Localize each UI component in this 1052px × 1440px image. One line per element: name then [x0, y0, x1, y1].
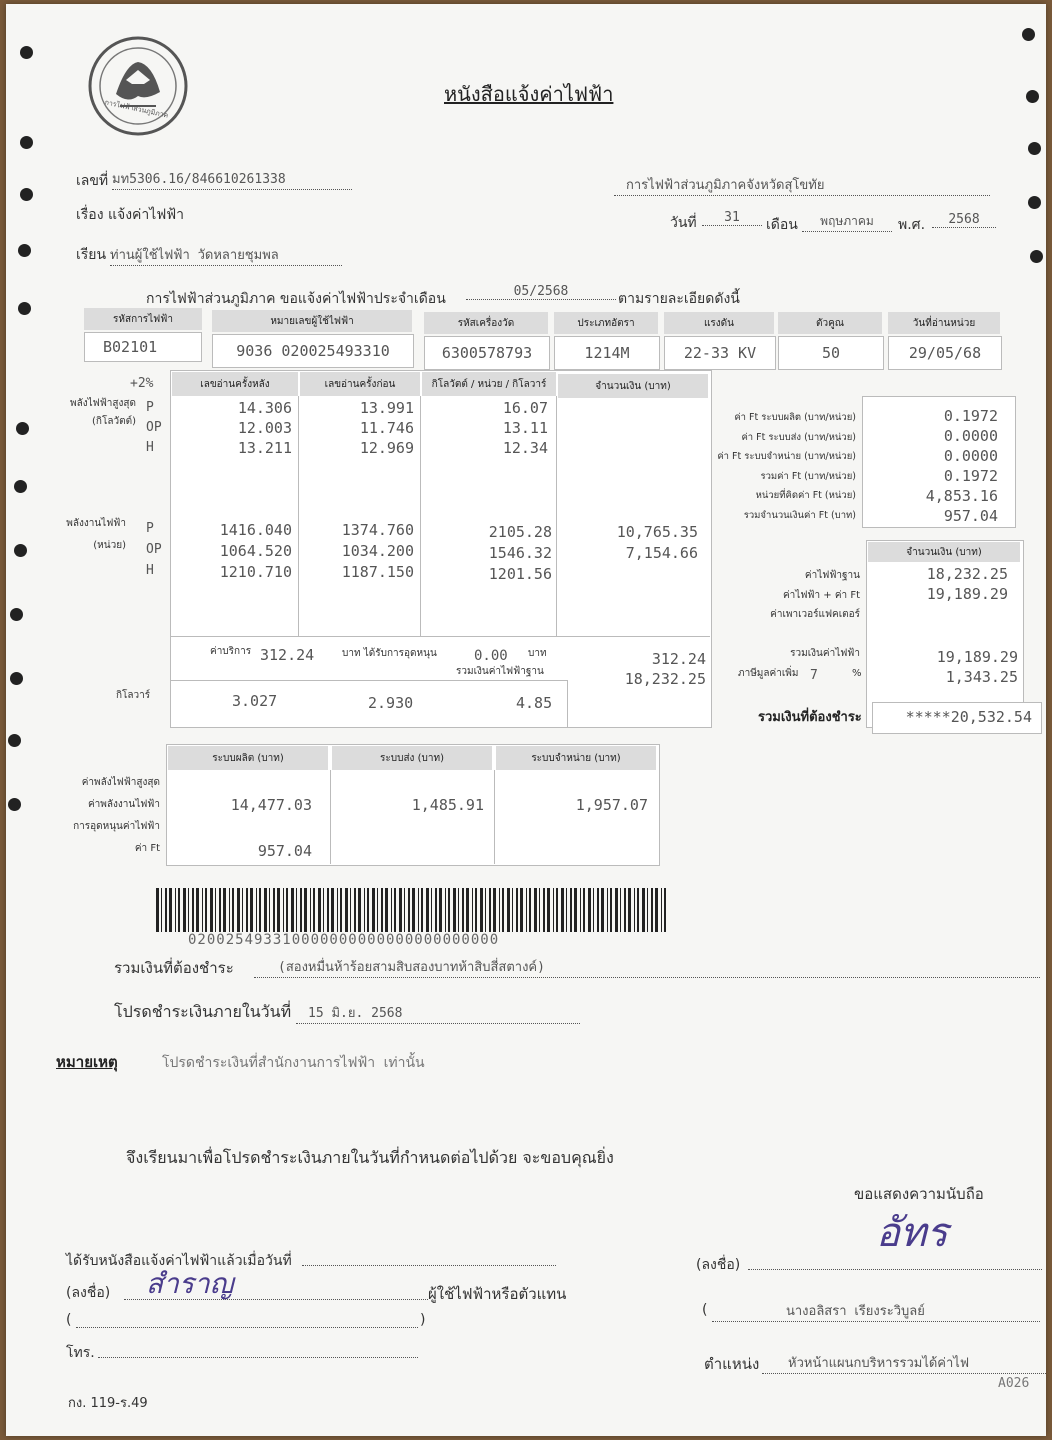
barcode-bar: [183, 888, 186, 932]
barcode-bar: [439, 888, 442, 932]
info-value: 9036 020025493310: [212, 334, 414, 368]
barcode-bar: [634, 888, 635, 932]
barcode-bar: [651, 888, 653, 932]
info-header: รหัสการไฟฟ้า: [84, 308, 202, 330]
barcode-bar: [466, 888, 469, 932]
perforation-hole: [20, 136, 33, 149]
barcode-bar: [273, 888, 275, 932]
col-divider: [556, 396, 557, 636]
summary-labels: ค่าไฟฟ้าฐาน ค่าไฟฟ้า + ค่า Ft ค่าเพาเวอร์แฟคเตอร์: [770, 570, 860, 620]
info-header: ตัวคูณ: [778, 312, 882, 334]
note-text: โปรดชำระเงินที่สำนักงานการไฟฟ้า เท่านั้น: [162, 1055, 425, 1071]
barcode-bar: [566, 888, 567, 932]
barcode-bar: [561, 888, 564, 932]
date-label: วันที่: [670, 215, 697, 231]
barcode-bar: [300, 888, 302, 932]
barcode-bar: [156, 888, 159, 932]
discount-value: 0.00: [474, 648, 508, 664]
barcode-bar: [269, 888, 270, 932]
barcode-bar: [516, 888, 518, 932]
perforation-hole: [18, 244, 31, 257]
tel-label: โทร.: [66, 1345, 95, 1361]
note-label: หมายเหตุ: [56, 1053, 118, 1071]
info-value: 6300578793: [424, 336, 550, 370]
energy-previous: 1374.760 1034.200 1187.150: [341, 521, 414, 581]
subject: เรื่อง แจ้งค่าไฟฟ้า: [76, 207, 185, 223]
doc-no-value: มท5306.16/846610261338: [112, 168, 352, 190]
barcode-bar: [512, 888, 513, 932]
info-header: วันที่อ่านหน่วย: [888, 312, 1000, 334]
date-year: 2568: [932, 212, 996, 228]
kvar-units: 4.85: [516, 694, 553, 712]
officer-name: นางอลิสรา เรียงระวิบูลย์: [712, 1300, 1040, 1322]
demand-unit-label: (กิโลวัตต์): [92, 416, 136, 427]
info-value: B02101: [84, 332, 202, 362]
ref-code: A026: [998, 1376, 1030, 1391]
barcode-bar: [354, 888, 356, 932]
vat-percent: %: [852, 668, 862, 679]
energy-unit-label: (หน่วย): [93, 540, 126, 551]
amount-words-label: รวมเงินที่ต้องชำระ: [114, 959, 234, 977]
barcode-bar: [223, 888, 226, 932]
barcode-bar: [620, 888, 621, 932]
to-label: เรียน: [76, 247, 107, 263]
barcode-bar: [458, 888, 459, 932]
amount-words: (สองหมื่นห้าร้อยสามสิบสองบาทห้าสิบสี่สตางค์): [254, 956, 1040, 978]
pea-logo: [86, 34, 190, 138]
period-label: P OP H: [146, 521, 162, 578]
barcode-bar: [192, 888, 194, 932]
perforation-hole: [8, 798, 21, 811]
customer-role: ผู้ใช้ไฟฟ้าหรือตัวแทน: [428, 1285, 567, 1303]
officer-signature: อัทร: [876, 1210, 948, 1256]
barcode-bar: [448, 888, 450, 932]
barcode-bar: [607, 888, 608, 932]
intro-prefix: การไฟฟ้าส่วนภูมิภาค ขอแจ้งค่าไฟฟ้าประจำเดือน: [146, 291, 446, 307]
barcode-bar: [367, 888, 369, 932]
info-header: ประเภทอัตรา: [554, 312, 658, 334]
barcode-bar: [543, 888, 545, 932]
barcode-bar: [264, 888, 267, 932]
barcode-bar: [399, 888, 402, 932]
barcode-bar: [601, 888, 604, 932]
barcode-bar: [250, 888, 253, 932]
bill-sheet: [6, 4, 1046, 1436]
barcode-bar: [418, 888, 419, 932]
regards-text: ขอแสดงความนับถือ: [854, 1185, 984, 1203]
energy-units: 2105.28 1546.32 1201.56: [488, 523, 552, 583]
barcode-bar: [358, 888, 361, 932]
barcode-bar: [547, 888, 550, 932]
barcode-bar: [661, 888, 662, 932]
breakdown-header: ระบบจำหน่าย (บาท): [496, 746, 656, 770]
demand-units: 16.07 13.11 12.34: [502, 399, 548, 457]
barcode-bar: [462, 888, 464, 932]
barcode-bar: [642, 888, 645, 932]
barcode-bar: [188, 888, 189, 932]
customer-name-open: (: [66, 1312, 72, 1328]
col-divider: [494, 770, 495, 864]
barcode-bar: [408, 888, 410, 932]
barcode-bar: [534, 888, 537, 932]
position-value: หัวหน้าแผนกบริหารรวมได้ค่าไฟ: [762, 1352, 1046, 1374]
to-value: ท่านผู้ใช้ไฟฟ้า วัดหลายชุมพล: [110, 244, 342, 266]
barcode-bar: [259, 888, 261, 932]
vat-value: 1,343.25: [945, 668, 1018, 686]
barcode-bar: [345, 888, 348, 932]
perforation-hole: [8, 734, 21, 747]
grand-total-label: รวมเงินที่ต้องชำระ: [758, 710, 862, 725]
barcode-bar: [350, 888, 351, 932]
due-date-value: 15 มิ.ย. 2568: [296, 1002, 580, 1024]
barcode-bar: [381, 888, 383, 932]
year-label: พ.ศ.: [898, 217, 926, 233]
barcode-bar: [242, 888, 243, 932]
barcode-bar: [327, 888, 329, 932]
service-amount: 312.24: [651, 650, 706, 668]
barcode-bar: [296, 888, 297, 932]
breakdown-distribution: 1,957.07: [575, 796, 648, 814]
customer-signature: สำราญ: [146, 1267, 234, 1300]
barcode-bar: [331, 888, 334, 932]
barcode-bar: [318, 888, 321, 932]
barcode-bar: [526, 888, 527, 932]
info-value: 22-33 KV: [664, 336, 776, 370]
energy-amounts: 10,765.35 7,154.66: [616, 523, 698, 562]
demand-label: พลังไฟฟ้าสูงสุด: [70, 398, 136, 409]
info-header: แรงดัน: [664, 312, 774, 334]
doc-no-label: เลขที่: [76, 173, 109, 189]
barcode-bar: [539, 888, 540, 932]
grand-total-value: *****20,532.54: [905, 708, 1032, 726]
col-divider: [330, 770, 331, 864]
barcode-bar: [337, 888, 338, 932]
barcode-bar: [421, 888, 423, 932]
barcode-bar: [431, 888, 432, 932]
barcode-bar: [310, 888, 311, 932]
barcode-bar: [507, 888, 510, 932]
row-divider: [170, 636, 710, 637]
intro-suffix: ตามรายละเอียดดังนี้: [618, 291, 740, 307]
barcode-bar: [556, 888, 558, 932]
barcode-bar: [391, 888, 392, 932]
breakdown-transmission: 1,485.91: [411, 796, 484, 814]
barcode-bar: [597, 888, 599, 932]
barcode-bar: [610, 888, 612, 932]
barcode-bar: [426, 888, 429, 932]
barcode: [152, 888, 672, 932]
kvar-current: 3.027: [232, 692, 278, 710]
breakdown-ft: 957.04: [257, 842, 312, 860]
perforation-hole: [10, 608, 23, 621]
form-code: กง. 119-ร.49: [68, 1396, 148, 1411]
barcode-bar: [502, 888, 504, 932]
demand-previous: 13.991 11.746 12.969: [359, 399, 414, 457]
barcode-bar: [165, 888, 167, 932]
barcode-bar: [647, 888, 648, 932]
barcode-bar: [313, 888, 315, 932]
info-header: รหัสเครื่องวัด: [424, 312, 548, 334]
ft-labels: ค่า Ft ระบบผลิต (บาท/หน่วย) ค่า Ft ระบบส่ง (บาท/หน่วย) ค่า Ft ระบบจำหน่าย (บาท/หน่วย) รวมค่า Ft (บาท/หน่วย) หน่วยที่คิดค่า Ft (หน่วย) รวมจำนวนเงินค่า Ft (บาท): [717, 412, 856, 521]
logo-text: การไฟฟ้าส่วนภูมิภาค: [103, 98, 169, 120]
barcode-bar: [499, 888, 500, 932]
barcode-bar: [169, 888, 172, 932]
col-divider: [420, 396, 421, 636]
perforation-hole: [1030, 250, 1043, 263]
barcode-bar: [588, 888, 591, 932]
barcode-bar: [637, 888, 639, 932]
barcode-bar: [628, 888, 631, 932]
barcode-bar: [655, 888, 658, 932]
breakdown-header: ระบบผลิต (บาท): [168, 746, 328, 770]
meter-header: เลขอ่านครั้งหลัง: [172, 372, 298, 396]
barcode-bar: [472, 888, 473, 932]
customer-sign-label: (ลงชื่อ): [66, 1285, 111, 1301]
barcode-bar: [624, 888, 626, 932]
tel-line: [98, 1356, 418, 1358]
perforation-hole: [14, 544, 27, 557]
officer-sign-label: (ลงชื่อ): [696, 1257, 741, 1273]
barcode-bar: [574, 888, 577, 932]
base-total: 18,232.25: [624, 670, 706, 688]
barcode-bar: [161, 888, 162, 932]
barcode-bar: [196, 888, 199, 932]
meter-header: เลขอ่านครั้งก่อน: [300, 372, 420, 396]
service-value: 312.24: [260, 646, 315, 664]
officer-sign-line: [748, 1268, 1042, 1270]
due-date-label: โปรดชำระเงินภายในวันที่: [114, 1002, 292, 1021]
barcode-bar: [489, 888, 491, 932]
date-day: 31: [702, 210, 762, 226]
info-value: 50: [778, 336, 884, 370]
month-label: เดือน: [766, 217, 798, 233]
breakdown-header: ระบบส่ง (บาท): [332, 746, 492, 770]
barcode-bar: [205, 888, 207, 932]
perforation-hole: [20, 188, 33, 201]
barcode-bar: [372, 888, 375, 932]
closing-text: จึงเรียนมาเพื่อโปรดชำระเงินภายในวันที่กำหนดต่อไปด้วย จะขอบคุณยิ่ง: [126, 1148, 614, 1167]
barcode-bar: [520, 888, 523, 932]
perforation-hole: [1026, 90, 1039, 103]
barcode-bar: [570, 888, 572, 932]
perforation-hole: [16, 422, 29, 435]
barcode-bar: [553, 888, 554, 932]
info-header: หมายเลขผู้ใช้ไฟฟ้า: [212, 310, 412, 332]
base-total-label: รวมเงินค่าไฟฟ้าฐาน: [456, 666, 544, 677]
barcode-bar: [485, 888, 486, 932]
barcode-bar: [229, 888, 230, 932]
barcode-bar: [286, 888, 288, 932]
barcode-bar: [615, 888, 618, 932]
meter-header: กิโลวัตต์ / หน่วย / กิโลวาร์: [422, 372, 556, 396]
barcode-bar: [377, 888, 378, 932]
barcode-bar: [291, 888, 294, 932]
kvar-label: กิโลวาร์: [116, 690, 151, 701]
barcode-bar: [175, 888, 176, 932]
barcode-bar: [580, 888, 581, 932]
barcode-bar: [493, 888, 496, 932]
period-label: P OP H: [146, 400, 162, 455]
summary-values: 18,232.25 19,189.29: [926, 565, 1008, 603]
breakdown-row-labels: ค่าพลังไฟฟ้าสูงสุด ค่าพลังงานไฟฟ้า การอุดหนุนค่าไฟฟ้า ค่า Ft: [73, 777, 160, 854]
perforation-hole: [10, 672, 23, 685]
barcode-bar: [256, 888, 257, 932]
vat-label: ภาษีมูลค่าเพิ่ม: [738, 668, 799, 679]
perforation-hole: [18, 302, 31, 315]
org-name: การไฟฟ้าส่วนภูมิภาคจังหวัดสุโขทัย: [614, 174, 990, 196]
meter-header: จำนวนเงิน (บาท): [558, 374, 708, 398]
kvar-previous: 2.930: [368, 694, 414, 712]
received-date-line: [302, 1264, 556, 1266]
customer-name-close: ): [420, 1312, 426, 1328]
barcode-bar: [394, 888, 396, 932]
barcode-bar: [215, 888, 216, 932]
barcode-text: 020025493310000000000000000000000: [188, 932, 500, 948]
customer-name-line: [76, 1326, 418, 1328]
barcode-bar: [529, 888, 531, 932]
barcode-bar: [232, 888, 234, 932]
info-value: 1214M: [554, 336, 660, 370]
total-value: 19,189.29: [936, 648, 1018, 666]
page-title: หนังสือแจ้งค่าไฟฟ้า: [444, 82, 614, 106]
barcode-bar: [246, 888, 248, 932]
ft-values: 0.1972 0.0000 0.0000 0.1972 4,853.16 957.04: [925, 407, 998, 525]
received-label: ได้รับหนังสือแจ้งค่าไฟฟ้าแล้วเมื่อวันที่: [66, 1253, 292, 1269]
demand-current: 14.306 12.003 13.211: [237, 399, 292, 457]
barcode-bar: [404, 888, 405, 932]
barcode-bar: [445, 888, 446, 932]
barcode-bar: [664, 888, 666, 932]
intro-month: 05/2568: [466, 284, 616, 300]
officer-name-open: (: [702, 1302, 708, 1318]
info-value: 29/05/68: [888, 336, 1002, 370]
service-label: ค่าบริการ: [210, 646, 252, 657]
perforation-hole: [14, 480, 27, 493]
barcode-bar: [475, 888, 477, 932]
perforation-hole: [1022, 28, 1035, 41]
barcode-bar: [277, 888, 280, 932]
barcode-bar: [283, 888, 284, 932]
breakdown-generation: 14,477.03: [230, 796, 312, 814]
barcode-bar: [593, 888, 594, 932]
barcode-bar: [583, 888, 585, 932]
barcode-bar: [364, 888, 365, 932]
barcode-bar: [480, 888, 483, 932]
barcode-bar: [435, 888, 437, 932]
barcode-bar: [202, 888, 203, 932]
perforation-hole: [20, 46, 33, 59]
perforation-hole: [1028, 196, 1041, 209]
position-label: ตำแหน่ง: [704, 1355, 760, 1373]
summary-header: จำนวนเงิน (บาท): [868, 542, 1020, 562]
vat-rate: 7: [810, 668, 818, 683]
barcode-bar: [219, 888, 221, 932]
baht-label: บาท: [528, 648, 547, 659]
discount-label: บาท ได้รับการอุดหนุน: [342, 648, 437, 659]
barcode-bar: [237, 888, 240, 932]
energy-current: 1416.040 1064.520 1210.710: [219, 521, 292, 581]
date-month: พฤษภาคม: [802, 212, 892, 232]
perforation-hole: [1028, 142, 1041, 155]
total-label: รวมเงินค่าไฟฟ้า: [790, 648, 860, 659]
barcode-bar: [412, 888, 415, 932]
energy-label: พลังงานไฟฟ้า: [66, 518, 126, 529]
barcode-bar: [453, 888, 456, 932]
col-divider: [298, 396, 299, 636]
barcode-bar: [385, 888, 388, 932]
plus-percent: +2%: [130, 376, 154, 391]
barcode-bar: [323, 888, 324, 932]
barcode-bar: [304, 888, 307, 932]
barcode-bar: [210, 888, 213, 932]
barcode-bar: [178, 888, 180, 932]
barcode-bar: [340, 888, 342, 932]
